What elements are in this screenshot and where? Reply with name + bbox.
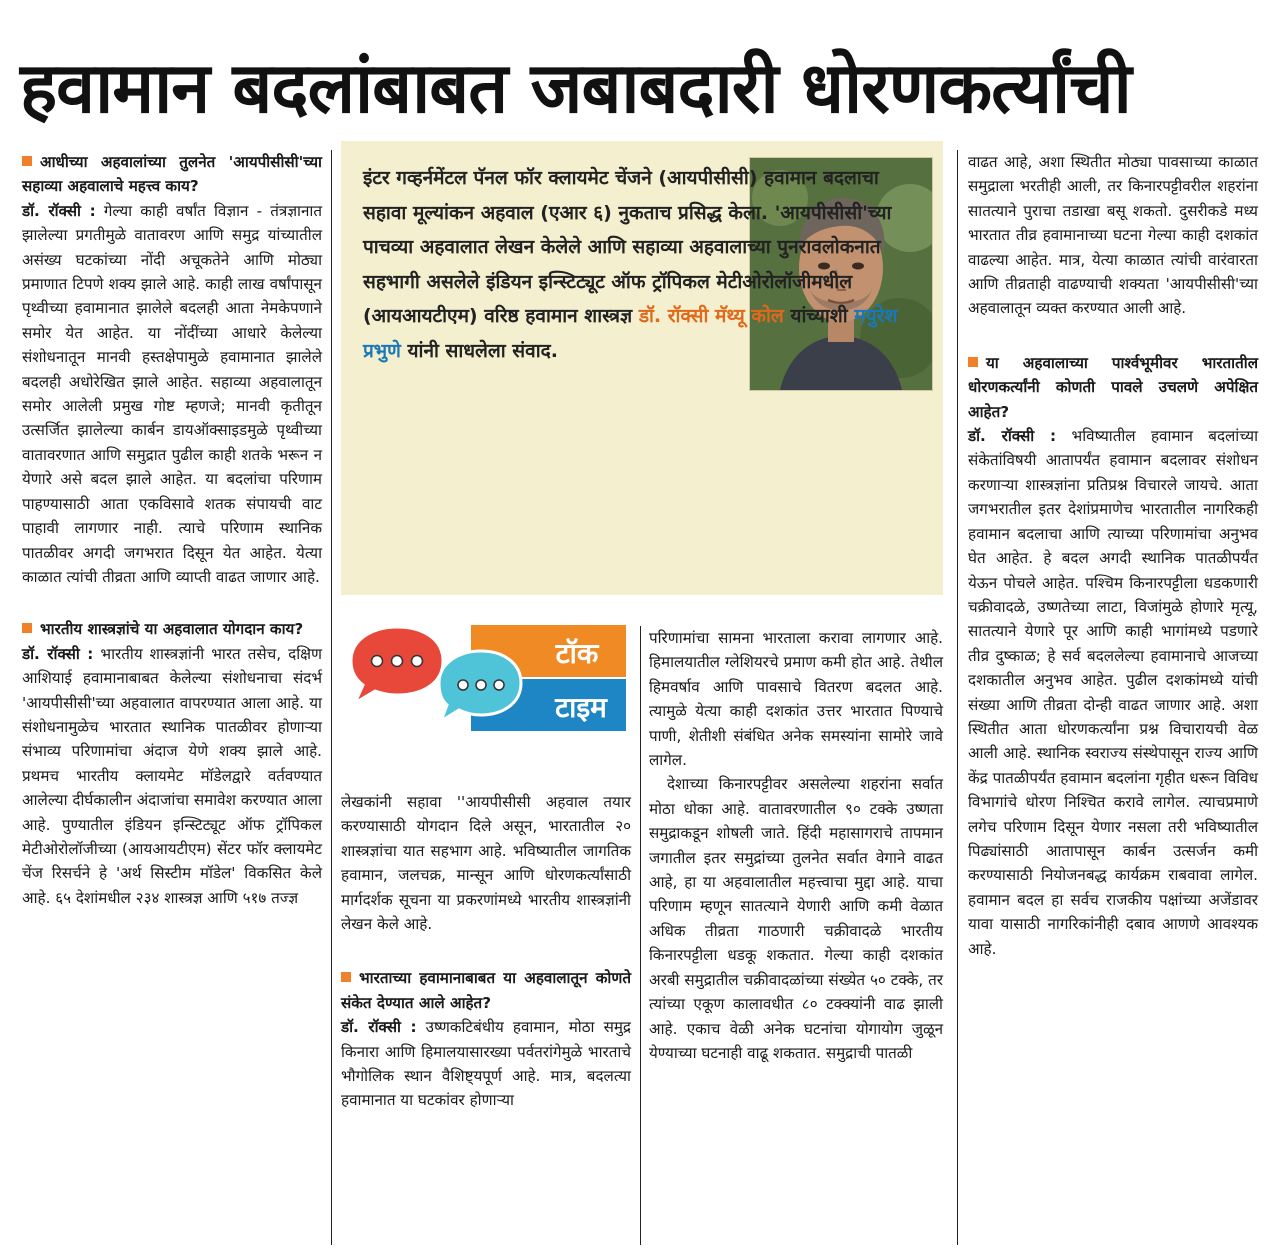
col3-paragraph-1: परिणामांचा सामना भारताला करावा लागणार आहे. हिमालयातील ग्लेशियरचे प्रमाण कमी होत आहे. तेथील हिमवर्षाव आणि पावसाचे वितरण बदलत आहे. त्यामुळे येत्या काही दशकांत उत्तर भारतात पिण्याचे पाणी, शेतीशी संबंधित अनेक समस्यांना सामोरे जावे लागेल. <box>649 629 943 770</box>
answer-lead: डॉ. रॉक्सी : <box>968 427 1057 446</box>
answer-lead: डॉ. रॉक्सी : <box>341 1018 417 1037</box>
question-1 <box>22 150 322 199</box>
col2-paragraph-1: लेखकांनी सहावा ''आयपीसीसी अहवाल तयार करण्यासाठी योगदान दिले असून, भारतातील २० शास्त्रज्ञांचा यात सहभाग आहे. भविष्यातील जागतिक हवामान, जलचक्र, मान्सून आणि धोरणकर्त्यांसाठी मार्गदर्शक सूचना या प्रकरणांमध्ये भारतीय शास्त्रज्ञांनी लेखन केले आहे. <box>341 793 631 934</box>
intro-text <box>363 161 928 369</box>
answer-4 <box>968 424 1258 961</box>
talk-time-logo-graphic <box>341 621 631 746</box>
intro-part1: इंटर गव्हर्नमेंटल पॅनल फॉर क्लायमेट चेंजने (आयपीसीसी) हवामान बदलाचा सहावा मूल्यांकन अहवाल (एआर ६) नुकताच प्रसिद्ध केला. 'आयपीसीसी'च्या पाचव्या अहवालात लेखन केलेले आणि सहाव्या अहवालाच्या पुनरावलोकनात सहभागी असलेले इंडियन इन्स्टिट्यूट ऑफ ट्रॉपिकल मेटीओरोलॉजीमधील (आयआयटीएम) वरिष्ठ हवामान शास्त्रज्ञ <box>363 167 892 328</box>
question-4-text: या अहवालाच्या पार्श्वभूमीवर भारतातील धोरणकर्त्यांनी कोणती पावले उचलणे अपेक्षित आहेत? <box>968 353 1258 421</box>
question-3 <box>341 966 631 1015</box>
bullet-square-icon <box>341 972 351 982</box>
column-rule <box>331 150 332 1245</box>
bullet-square-icon <box>22 623 32 633</box>
question-2 <box>22 617 322 641</box>
answer-3 <box>341 1015 631 1113</box>
column-1 <box>22 150 322 910</box>
answer-3-text: उष्णकटिबंधीय हवामान, मोठा समुद्र किनारा आणि हिमालयासारख्या पर्वतरांगेमुळे भारताचे भौगोलिक स्थान वैशिष्ट्यपूर्ण आहे. मात्र, बदलत्या हवामानात या घटकांवर होणाऱ्या <box>341 1018 631 1110</box>
column-4 <box>968 150 1258 961</box>
intro-part3: यांनी साधलेला संवाद. <box>407 339 558 362</box>
answer-2 <box>22 642 322 910</box>
interviewer-name: मयुरेश प्रभुणे <box>363 305 898 362</box>
question-4 <box>968 351 1258 424</box>
logo-line2: टाइम <box>555 691 607 724</box>
bullet-square-icon <box>968 357 978 367</box>
col4-paragraph-1: वाढत आहे, अशा स्थितीत मोठ्या पावसाच्या काळात समुद्राला भरतीही आली, तर किनारपट्टीवरील शहरांना सातत्याने पुराचा तडाखा बसू शकतो. दुसरीकडे मध्य भारतात तीव्र हवामानाच्या घटना गेल्या काही दशकांत वाढल्या आहेत. मात्र, येत्या काळात त्यांची वारंवारता आणि तीव्रताही वाढण्याची शक्यता 'आयपीसीसी'च्या अहवालातून व्यक्त करण्यात आली आहे. <box>968 153 1258 318</box>
expert-name: डॉ. रॉक्सी मॅथ्यू कोल <box>638 305 784 328</box>
column-3 <box>649 626 943 1065</box>
question-2-text: भारतीय शास्त्रज्ञांचे या अहवालात योगदान काय? <box>40 620 304 639</box>
question-1-text: आधीच्या अहवालांच्या तुलनेत 'आयपीसीसी'च्या सहाव्या अहवालाचे महत्त्व काय? <box>22 153 322 196</box>
answer-4-text: भविष्यातील हवामान बदलांच्या संकेतांविषयी आतापर्यंत हवामान बदलावर संशोधन करणाऱ्या शास्त्रज्ञांना प्रतिप्रश्न विचारले जायचे. आता जगभरातील इतर देशांप्रमाणेच भारतातील नागरिकही हवामान बदलाचा आणि त्याच्या परिणामांचा अनुभव घेत आहेत. हे बदल अगदी स्थानिक पातळीपर्यंत येऊन पोचले आहेत. पश्चिम किनारपट्टीला धडकणारी चक्रीवादळे, उष्णतेच्या लाटा, विजांमुळे होणारे मृत्यू, सातत्याने येणारे पूर आणि काही भागांमध्ये पडणारे तीव्र दुष्काळ; हे सर्व बदललेल्या हवामानाचे आजच्या दशकातील अनुभव आहेत. पुढील दशकांमध्ये यांची संख्या आणि तीव्रता दोन्ही वाढत जाणार आहे. अशा स्थितीत आता धोरणकर्त्यांना प्रश्न विचारायची वेळ आली आहे. स्थानिक स्वराज्य संस्थेपासून राज्य आणि केंद्र पातळीपर्यंत हवामान बदलांना गृहीत धरून विविध विभागांचे धोरण निश्चित करावे लागेल. त्याचप्रमाणे लगेच परिणाम दिसून येणार नसला तरी भविष्यातील पिढ्यांसाठी आतापासून कार्बन उत्सर्जन कमी करण्यासाठी नियोजनबद्ध कार्यक्रम राबवावा लागेल. हवामान बदल हा सर्वच राजकीय पक्षांच्या अजेंडावर यावा यासाठी नागरिकांनीही दबाव आणणे आवश्यक आहे. <box>968 427 1258 958</box>
column-rule <box>640 626 641 1245</box>
bullet-square-icon <box>22 156 32 166</box>
answer-1 <box>22 199 322 590</box>
column-rule <box>957 150 958 1245</box>
question-3-text: भारताच्या हवामानाबाबत या अहवालातून कोणते संकेत देण्यात आले आहेत? <box>341 969 631 1012</box>
answer-2-text: भारतीय शास्त्रज्ञांनी भारत तसेच, दक्षिण आशियाई हवामानाबाबत केलेल्या संशोधनाचा संदर्भ 'आयपीसीसी'च्या अहवालात वापरण्यात आला आहे. या संशोधनामुळेच भारतात स्थानिक पातळीवर होणाऱ्या संभाव्य परिणामांचा अंदाज येणे शक्य झाले आहे. प्रथमच भारतीय क्लायमेट मॉडेलद्वारे वर्तवण्यात आलेल्या दीर्घकालीन अंदाजांचा समावेश करण्यात आला आहे. पुण्यातील इंडियन इन्स्टिट्यूट ऑफ ट्रॉपिकल मेटीओरोलॉजीच्या (आयआयटीएम) सेंटर फॉर क्लायमेट चेंज रिसर्चने हे 'अर्थ सिस्टीम मॉडेल' विकसित केले आहे. ६५ देशांमधील २३४ शास्त्रज्ञ आणि ५१७ तज्ज्ञ <box>22 644 323 907</box>
answer-1-text: गेल्या काही वर्षांत विज्ञान - तंत्रज्ञानात झालेल्या प्रगतीमुळे वातावरण आणि समुद्र यांच्यातील असंख्य घटकांच्या नोंदी अचूकतेने आणि मोठ्या प्रमाणात टिपणे शक्य झाले आहे. काही लाख वर्षांपासून पृथ्वीच्या हवामानात झालेले बदलही आता नेमकेपणाने समोर येत आहेत. या नोंदींच्या आधारे केलेल्या संशोधनातून मानवी हस्तक्षेपामुळे हवामानात झालेले बदलही अधोरेखित झाले आहेत. सहाव्या अहवालातून समोर आलेली प्रमुख गोष्ट म्हणजे; मानवी कृतीतून उत्सर्जित झालेल्या कार्बन डायऑक्साइडमुळे पृथ्वीच्या वातावरणात आणि समुद्रात पुढील काही शतके भरून न येणारे असे बदल झाले आहेत. या बदलांचा परिणाम पाहण्यासाठी आता एकविसावे शतक संपायची वाट पाहावी लागणार नाही. त्याचे परिणाम स्थानिक पातळीवर अगदी जगभरात दिसून येत आहेत. येत्या काळात त्यांची तीव्रता आणि व्याप्ती वाढत जाणार आहे. <box>22 201 323 586</box>
answer-lead: डॉ. रॉक्सी : <box>22 201 96 220</box>
intro-part2: यांच्याशी <box>790 305 848 328</box>
talk-time-logo <box>341 621 631 746</box>
column-2 <box>341 790 631 1113</box>
intro-box <box>341 141 943 595</box>
logo-line1: टॉक <box>555 637 599 670</box>
col3-paragraph-2: देशाच्या किनारपट्टीवर असलेल्या शहरांना सर्वात मोठा धोका आहे. वातावरणातील ९० टक्के उष्णता समुद्राकडून शोषली जाते. हिंदी महासागराचे तापमान जगातील इतर समुद्रांच्या तुलनेत सर्वात वेगाने वाढत आहे, हा या अहवालातील महत्त्वाचा मुद्दा आहे. याचा परिणाम म्हणून सातत्याने येणारी आणि कमी वेळात अधिक तीव्रता गाठणारी चक्रीवादळे भारतीय किनारपट्टीला धडकू शकतात. गेल्या काही दशकांत अरबी समुद्रातील चक्रीवादळांच्या संख्येत ५० टक्के, तर त्यांच्या एकूण कालावधीत ८० टक्क्यांनी वाढ झाली आहे. एकाच वेळी अनेक घटनांचा योगायोग जुळून येण्याच्या घटनाही वाढू शकतात. समुद्राची पातळी <box>649 775 943 1062</box>
answer-lead: डॉ. रॉक्सी : <box>22 644 94 663</box>
headline: हवामान बदलांबाबत जबाबदारी धोरणकर्त्यांची <box>20 47 1131 129</box>
